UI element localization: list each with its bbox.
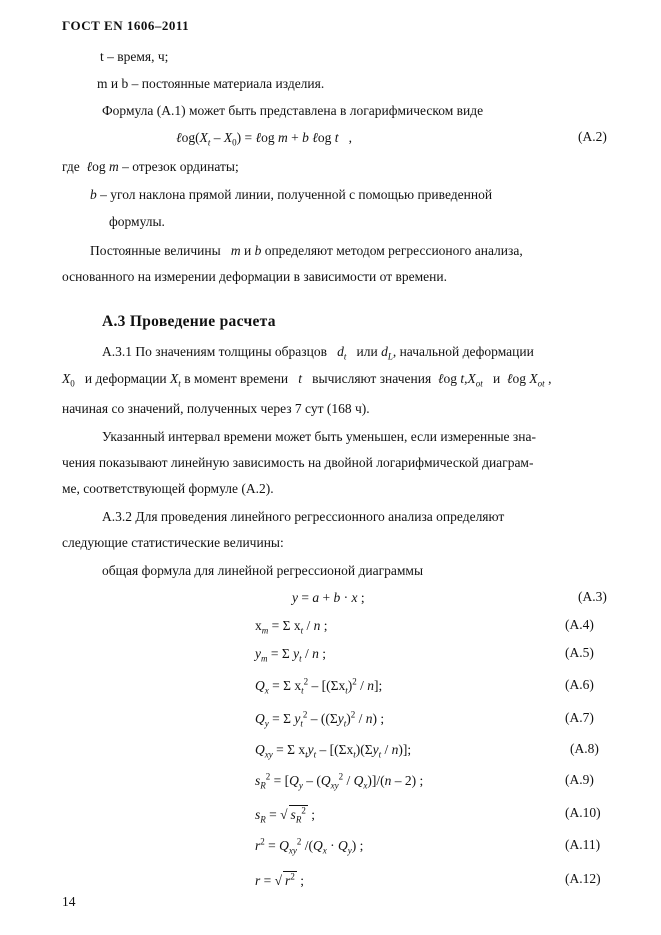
a31-line2a: и деформации: [84, 371, 167, 386]
interval-line1: Указанный интервал времени может быть уменьшен, если измеренные зна-: [102, 429, 536, 444]
b-definition-line2: формулы.: [109, 214, 165, 229]
where-clause: где ℓog m – отрезок ординаты;: [62, 159, 239, 174]
page-number: 14: [62, 894, 76, 909]
equation-number-a8: (А.8): [570, 741, 599, 756]
equation-number-a5: (А.5): [565, 645, 594, 660]
paragraph-constants-line1: Постоянные величины m и b определяют методом регрессионого анализа,: [90, 243, 523, 258]
paragraph-constants-line2: основанного на измерении деформации в зависимости от времени.: [62, 269, 447, 284]
equation-number-a6: (А.6): [565, 677, 594, 692]
definition-t: [100, 48, 168, 65]
a31-line2c: вычисляют значения: [312, 371, 432, 386]
equation-number-a2: (А.2): [578, 129, 607, 144]
interval-line2: чения показывают линейную зависимость на двойной логарифмической диаграм-: [62, 455, 534, 470]
definition-t-text: t – время, ч;: [100, 49, 169, 64]
definition-m-b: m и b – постоянные материала изделия.: [97, 76, 325, 91]
equation-number-a3: (А.3): [578, 589, 607, 604]
equation-a2: $\ell og(X_t - X_0)$ = ℓog m + b ℓog t ,: [176, 130, 353, 148]
constants-text-b: определяют методом регрессионого анализа,: [264, 243, 523, 258]
equation-number-a10: (А.10): [565, 805, 601, 820]
section-title: А.3 Проведение расчета: [102, 313, 276, 330]
equation-a8: $Q_{xy} = \Sigma$ $x_ty_t - [(\Sigma x_t)(\Sigma y_t / n)]$;: [255, 742, 412, 760]
a31-line3: начиная со значений, полученных через 7 сут (168 ч).: [62, 401, 370, 416]
equation-number-a12: (А.12): [565, 871, 601, 886]
a31-line1: А.3.1 По значениям толщины образцов $d_t$ или $d_L$, начальной деформации: [102, 344, 534, 362]
a31-line2b: в момент времени: [184, 371, 289, 386]
equation-number-a4: (А.4): [565, 617, 594, 632]
where-intro: где: [62, 159, 80, 174]
interval-line3: ме, соответствующей формуле (А.2).: [62, 481, 274, 496]
equation-number-a9: (А.9): [565, 772, 594, 787]
equation-a3: y = a + b · x ;: [292, 590, 365, 605]
a31-line2: $X_0$ и деформации $X_t$ в момент времени t вычисляют значения ℓog $t,X_{ot}$ и ℓog $X_{ot}$ ,: [62, 371, 552, 389]
equation-a10: $s_R$ = √ $s_R^2$ ;: [255, 805, 315, 825]
constants-text-a: Постоянные величины: [90, 243, 221, 258]
equation-a4: $x_m = \Sigma$ $x_t$ / n ;: [255, 618, 328, 636]
b-definition-line1: – угол наклона прямой линии, полученной с помощью приведенной: [96, 187, 493, 202]
a31-lead: А.3.1 По значениям толщины образцов: [102, 344, 327, 359]
equation-a9: $s_R^2 = [Q_y - (Q_{xy}^2 / Q_x)]/(n - 2)$ ;: [255, 771, 424, 791]
equation-a12: r = √ $r^2$ ;: [255, 871, 304, 888]
equation-a11: $r^2 = Q_{xy}^2$ $/(Q_x \cdot Q_y)$ ;: [255, 836, 364, 856]
a32-line3: общая формула для линейной регрессионой диаграммы: [102, 563, 424, 578]
a31-or: или: [356, 344, 378, 359]
a32-line1: А.3.2 Для проведения линейного регрессионного анализа определяют: [102, 509, 505, 524]
equation-a6: $Q_x = \Sigma$ $x_t^2 - [(\Sigma x_t)^2 / n]$;: [255, 676, 383, 696]
paragraph-log-form: Формула (А.1) может быть представлена в логарифмическом виде: [102, 103, 484, 118]
a31-and: и: [492, 371, 501, 386]
a32-line2: следующие статистические величины:: [62, 535, 284, 550]
equation-a7: $Q_y = \Sigma$ $y_t^2 - ((\Sigma y_t)^2 / n)$ ;: [255, 709, 385, 729]
equation-number-a11: (А.11): [565, 837, 601, 852]
document-header: ГОСТ EN 1606–2011: [62, 18, 190, 33]
equation-number-a7: (А.7): [565, 710, 594, 725]
where-rest: – отрезок ординаты;: [118, 159, 239, 174]
b-definition: b – угол наклона прямой линии, полученной с помощью приведенной: [90, 187, 493, 202]
a31-tail: , начальной деформации: [392, 344, 534, 359]
equation-a5: $y_m = \Sigma$ $y_t$ / n ;: [255, 646, 327, 664]
